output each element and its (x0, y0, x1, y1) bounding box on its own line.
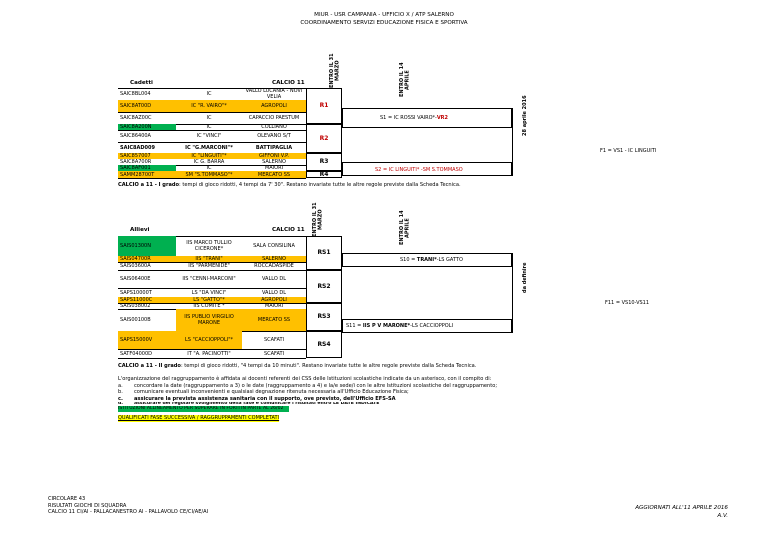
footer-left (48, 496, 208, 516)
table-row-name: IIS COMITE * (193, 303, 225, 309)
cadetti-entro14: ENTRO IL 14 APRILE (399, 62, 411, 98)
table-row-code: SAIC857007 (118, 153, 176, 159)
table-row-place: SALA CONSILINA (253, 243, 295, 249)
table-row-code: SAPS15000V (118, 331, 176, 349)
table-row-place: OLEVANO S/T (257, 133, 291, 139)
semifinal-s1: S1 = IC ROSSI VAIRO*-VR2 (380, 115, 449, 121)
table-row-place: GIFFONI V.P. (242, 153, 306, 159)
table-row-code: SAIC8A200N (118, 124, 176, 130)
table-row-code: SAIC8AT00D (118, 100, 176, 112)
group-rs1: RS1 (317, 249, 331, 256)
allievi-title: Allievi (130, 227, 150, 233)
table-row-name: LS "GATTO"* (176, 297, 242, 303)
table-row-code: SAIS01300N (118, 236, 176, 256)
table-row-name: IC "R. VAIRO"* (176, 100, 242, 112)
footer-sports: CALCIO 11 CI/AI - PALLACANESTRO AI - PALLAVOLO CE/CI/AE/AI (48, 509, 209, 516)
table-row-name: IT "A. PACINOTTI" (187, 350, 231, 357)
notes-item-c: c. assicurare la prevista assistenza sanitaria con il supporto, ove previsto, dell'Ufficio EFS-SA (118, 395, 396, 402)
table-row-place: VALLO DL (261, 276, 287, 282)
table-row-code: SAIS04700R (118, 256, 176, 262)
semifinal-s10: S10 = TRANI*-LS GATTO (400, 257, 463, 263)
table-row-code: SAIC8BL004 (120, 91, 151, 97)
footer-initials: A.V. (717, 513, 728, 519)
group-r4: R4 (319, 171, 329, 178)
table-row-name: SM "S.TOMMASO"* (176, 171, 242, 178)
table-row-code: SAIS06400E (120, 276, 151, 282)
group-r3: R3 (319, 158, 329, 165)
group-r2: R2 (319, 134, 329, 142)
table-row-code: SAIS03600A (120, 263, 151, 269)
table-row-name: LS "DA VINCI" (191, 289, 227, 296)
notes-yellow-bar: QUALIFICATI FASE SUCCESSIVA / RAGGRUPPAMENTI COMPLETATI (118, 414, 280, 421)
table-row-code: SAIC8AF001 (118, 165, 176, 171)
table-row-code: SAIC8A700R (120, 159, 152, 165)
allievi-entro14: ENTRO IL 14 APRILE (399, 210, 411, 246)
table-row-place: SCAFATI (263, 337, 285, 343)
cadetti-date28: 28 aprile 2016 (522, 95, 528, 137)
table-row-code: SAIS038002 (120, 303, 151, 309)
table-row-code: SAMM28700T (118, 171, 176, 178)
allievi-entro31: ENTRO IL 31 MARZO (312, 202, 324, 238)
table-row-place: MERCATO SS (242, 309, 306, 331)
table-row-code: SAIS00100B (120, 317, 151, 323)
table-row-name: IC "LINGUITI"* (176, 153, 242, 159)
cadetti-title: Cadetti (130, 80, 153, 86)
table-row-code: SAPS11000C (118, 297, 176, 303)
table-row-place: MERCATO SS (242, 171, 306, 178)
table-row-place: BATTIPAGLIA (255, 144, 293, 151)
table-row-place: MAIORI (264, 303, 284, 309)
allievi-note: CALCIO a 11 - II grado: tempi di gioco ridotti, "4 tempi da 10 minuti". Restano invariate tutte le altre regole previste dalla Scheda Tecnica. (118, 363, 477, 369)
table-row-place: COLLIANO (261, 124, 287, 130)
notes-item-b: b. comunicare eventuali inconvenienti e qualsiasi degnazione ritenuta necessaria all'Ufficio Educazione Fisica; (118, 389, 409, 396)
table-row-name: IIS PUBLIO VIRGILIO MARONE (176, 309, 242, 331)
table-row-name: LS "CACCIOPPOLI"* (176, 331, 242, 349)
footer-right (635, 504, 728, 520)
notes-block (118, 376, 718, 422)
table-row-name: IC (206, 124, 212, 130)
table-row-place: SALERNO (262, 159, 286, 165)
semifinal-s11: S11 = IIS P V MARONE*-LS CACCIOPPOLI (346, 323, 453, 329)
table-row-place: AGROPOLI (242, 297, 306, 303)
header-line-2: COORDINAMENTO SERVIZI EDUCAZIONE FISICA E SPORTIVA (300, 20, 468, 26)
header-line-1: MIUR - USR CAMPANIA - UFFICIO X / ATP SALERNO (314, 12, 454, 18)
cadetti-col-title: CALCIO 11 (272, 80, 305, 86)
table-row-code: SAIC8AZ00C (120, 115, 152, 121)
cadetti-entro31: ENTRO IL 31 MARZO (329, 53, 341, 89)
table-row-place: CAPACCIO PAESTUM (248, 115, 300, 121)
table-row-name: IC (206, 115, 212, 121)
group-r1: R1 (319, 102, 329, 109)
table-row-place: AGROPOLI (242, 100, 306, 112)
footer-updated: AGGIORNATI ALL'11 APRILE 2016 (635, 505, 728, 511)
final-f11: F11 = VS10-VS11 (605, 300, 650, 306)
allievi-da-definire: da definire (522, 262, 528, 294)
notes-item-a: a. concordare la date (raggruppamento a 3) o le date (raggruppamento a 4) e la/e sede/i con le altre Istituzioni scolastiche del raggruppamento; (118, 382, 498, 389)
table-row-place: MAIORI (264, 165, 284, 171)
footer-circolare: CIRCOLARE 43 (48, 496, 86, 502)
footer-risultati: RISULTATI GIOCHI DI SQUADRA (48, 502, 127, 509)
table-row-name: IC (206, 91, 212, 97)
allievi-col-title: CALCIO 11 (272, 227, 305, 233)
table-row-place: VALLO LUCANIA - NOVI VELIA (245, 88, 303, 100)
table-row-code: SAPS10000T (120, 289, 152, 296)
table-row-place: SCAFATI (263, 350, 285, 357)
group-rs4: RS4 (317, 340, 331, 348)
notes-green-bar: ISTITUZIONI ALLINEAMENTO PER SUPERARE IN FORTI IN PARTE AL 26/02 (118, 406, 289, 412)
table-row-place: VALLO DL (261, 289, 287, 296)
table-row-name: IC (206, 165, 212, 171)
table-row-name: IIS "PARMENIDE" (188, 263, 230, 269)
table-row-code: SAIC8AD009 (120, 144, 155, 151)
group-rs3: RS3 (317, 313, 331, 320)
group-rs2: RS2 (317, 282, 331, 290)
table-row-code: SATF04000D (120, 350, 152, 357)
table-row-code: SAIC86400A (120, 133, 151, 139)
table-row-name: IIS "TRANI" (176, 256, 242, 262)
table-row-name: IIS "CENNI-MARCONI" (182, 276, 236, 282)
table-row-place: SALERNO (242, 256, 306, 262)
table-row-name: IC "G.MARCONI"* (185, 144, 233, 151)
table-row-place: ROCCADASPIDE (254, 263, 294, 269)
semifinal-s2: S2 = IC LINGUITI* -SM S.TOMMASO (375, 167, 463, 173)
notes-intro: L'organizzazione del raggruppamento è affidata ai docenti referenti dei CSS delle Istituzioni scolastiche indicate da un asterisco, con il compito di: (118, 376, 492, 382)
cadetti-note: CALCIO a 11 - I grado: tempi di gioco ridotti, 4 tempi da 7' 30". Restano invariate tutte le altre regole previste dalla Scheda Tecnica. (118, 182, 461, 188)
table-row-name: IC "VINCI" (196, 133, 222, 139)
notes-item-d: d. assicurare del regolare svolgimento della fase e comunicare i risultati entro LE DATE INDICATE (118, 402, 380, 407)
table-row-name: IC G. BARRA (193, 159, 225, 165)
final-f1: F1 = VS1 - IC LINGUITI (600, 148, 657, 154)
table-row-name: IIS MARCO TULLIO CICERONE* (186, 240, 232, 252)
